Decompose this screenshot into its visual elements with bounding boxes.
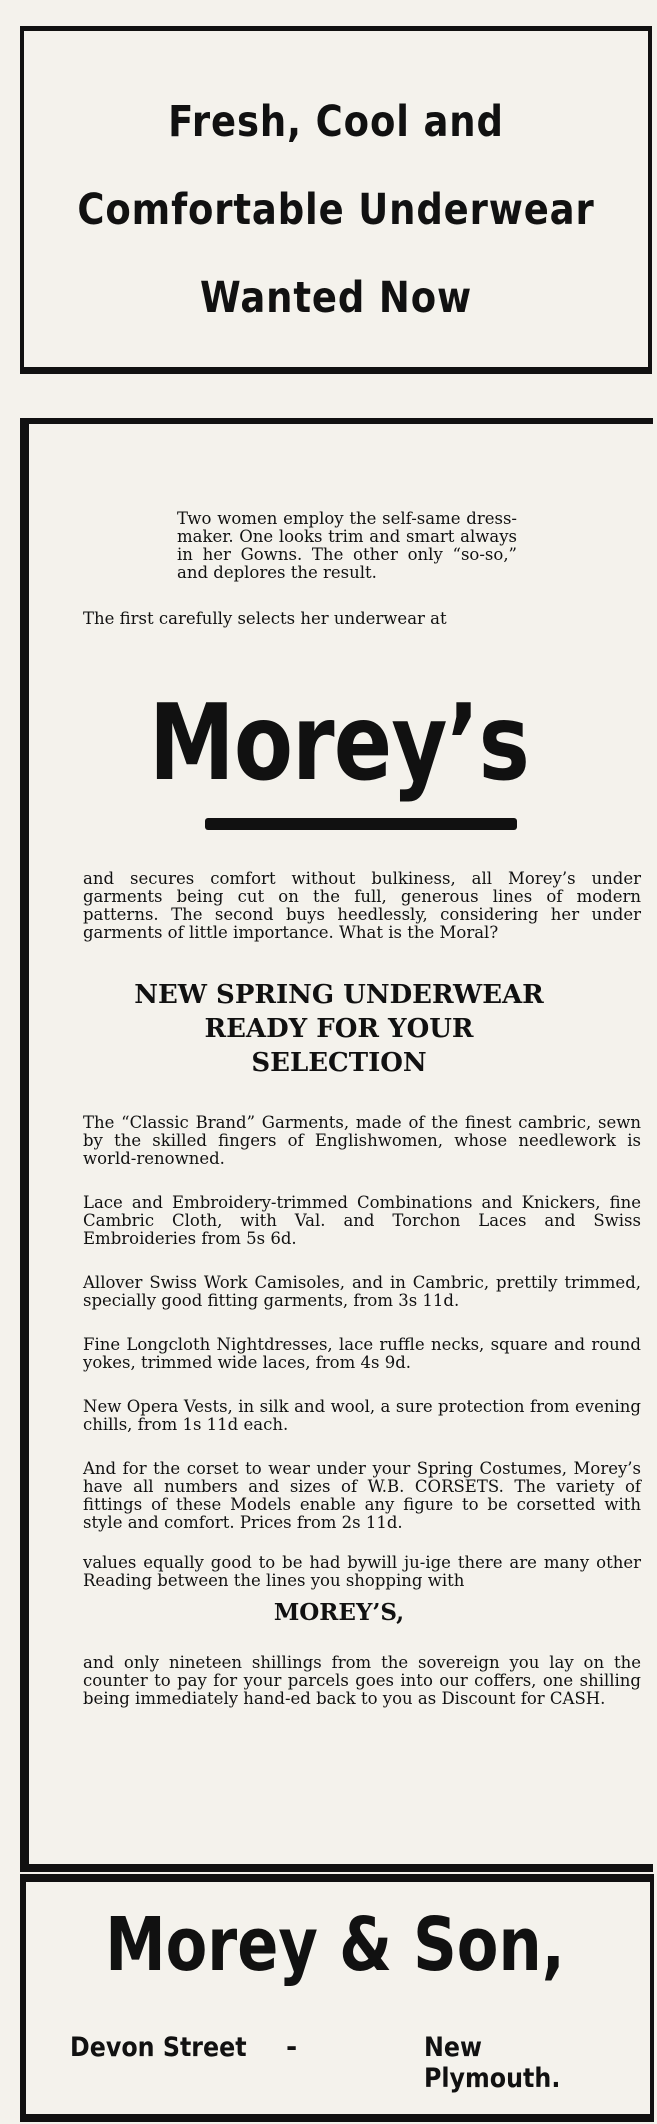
address-separator: - <box>286 2032 298 2063</box>
address-street: Devon Street <box>70 2032 247 2063</box>
list-item: Lace and Embroidery-trimmed Combinations and Knickers, fine Cambric Cloth, with Val. and Torchon Laces and Swiss Embroideries from 5s 6d. <box>83 1193 641 1248</box>
moreys-heading: MOREY’S, <box>273 1599 405 1626</box>
comfort-paragraph: and secures comfort without bulkiness, all Morey’s under garments being cut on the full, generous lines of modern patterns. The second buys heedlessly, considering her under garments of little importance. What is the Moral? <box>83 869 641 942</box>
headline-line-3: Wanted Now <box>200 273 472 323</box>
address-town: New Plymouth. <box>424 2032 561 2094</box>
footer-box <box>20 1874 654 2122</box>
brand-underline <box>205 818 517 830</box>
headline-line-2: Comfortable Underwear <box>77 185 595 235</box>
headline-box <box>20 26 652 374</box>
list-item: New Opera Vests, in silk and wool, a sure protection from evening chills, from 1s 11d each. <box>83 1397 641 1434</box>
intro-paragraph: Two women employ the self-same dress-maker. One looks trim and smart always in her Gowns. The other only “so-so,” and deplores the result. <box>177 509 517 582</box>
firm-name: Morey & Son, <box>105 1902 565 1988</box>
advertisement-body <box>20 418 653 1872</box>
list-item: The “Classic Brand” Garments, made of the finest cambric, sewn by the skilled fingers of Englishwomen, whose needlework is world-renowned. <box>83 1113 641 1168</box>
section-heading-line-2: READY FOR YOUR <box>204 1014 474 1044</box>
section-heading-line-3: SELECTION <box>251 1048 427 1078</box>
brand-wordmark: Morey’s <box>148 682 530 804</box>
list-item: values equally good to be had bywill ju-ige there are many other Reading between the lines you shopping with <box>83 1553 641 1590</box>
section-heading-line-1: NEW SPRING UNDERWEAR <box>134 980 544 1010</box>
intro-lead: The first carefully selects her underwear at <box>83 609 447 628</box>
list-item: And for the corset to wear under your Spring Costumes, Morey’s have all numbers and sizes of W.B. CORSETS. The variety of fittings of these Models enable any figure to be corsetted with style and comfort. Prices from 2s 11d. <box>83 1459 641 1532</box>
list-item: Allover Swiss Work Camisoles, and in Cambric, prettily trimmed, specially good fitting garments, from 3s 11d. <box>83 1273 641 1310</box>
discount-paragraph: and only nineteen shillings from the sovereign you lay on the counter to pay for your parcels goes into our coffers, one shilling being immediately hand-ed back to you as Discount for CASH. <box>83 1653 641 1708</box>
headline-line-1: Fresh, Cool and <box>168 97 504 147</box>
list-item: Fine Longcloth Nightdresses, lace ruffle necks, square and round yokes, trimmed wide laces, from 4s 9d. <box>83 1335 641 1372</box>
